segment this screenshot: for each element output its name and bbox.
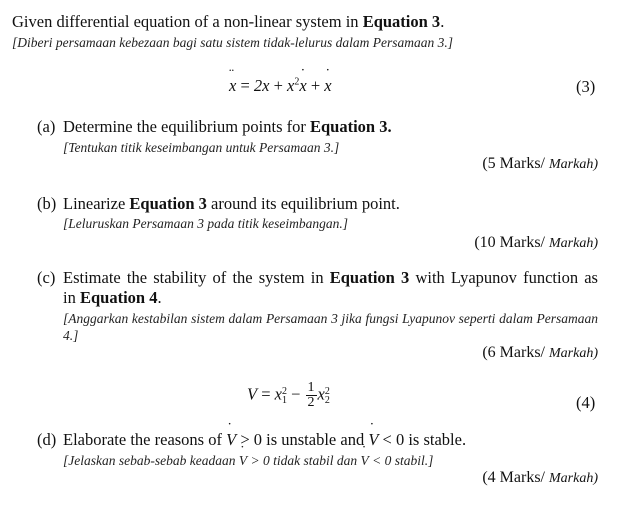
question-d-label: (d)	[37, 430, 57, 449]
intro-text	[12, 12, 444, 32]
question-c-line2-suffix: .	[157, 288, 162, 307]
question-d-ms-vdot-1: V ˙	[239, 453, 247, 469]
intro-translation: [Diberi persamaan kebezaan bagi satu sistem tidak-lelurus dalam Persamaan 3.]	[12, 35, 453, 50]
question-b-marks-en: (10 Marks/	[474, 234, 545, 251]
question-b-label: (b)	[37, 194, 57, 213]
question-b-text	[63, 194, 400, 214]
eq3-exponent: 2	[294, 76, 300, 88]
eq4-x2-exponent: 2	[324, 385, 330, 397]
question-d-ms-c: < 0 stabil.]	[368, 453, 434, 468]
question-d-marks-en: (4 Marks/	[482, 469, 545, 486]
eq3-term-x2: x	[287, 76, 295, 95]
eq4-fraction	[306, 381, 317, 410]
eq4-frac-num: 1	[307, 380, 315, 395]
question-d-vdot-2: V ˙	[368, 430, 378, 450]
question-a-prefix: Determine the equilibrium points for	[63, 117, 310, 136]
eq3-term-xdot: x ˙	[299, 76, 306, 96]
question-a-marks	[482, 155, 598, 173]
question-d-ms-b: > 0 tidak stabil dan	[247, 453, 361, 468]
question-d-marks	[482, 469, 598, 487]
question-b-suffix: around its equilibrium point.	[206, 194, 400, 213]
intro-equation-ref: Equation 3	[362, 12, 441, 31]
intro-prefix: Given differential equation of a non-linear system in	[12, 12, 363, 31]
question-b-equation-ref: Equation 3	[129, 194, 207, 213]
question-a-marks-ms: Markah)	[549, 157, 598, 172]
question-c-prefix: Estimate the stability of the system in	[63, 268, 330, 287]
eq4-lhs: V	[247, 384, 258, 404]
question-b-prefix: Linearize	[63, 194, 130, 213]
question-a-marks-en: (5 Marks/	[482, 155, 545, 172]
eq3-term-2x: 2x	[253, 76, 270, 95]
eq3-lhs: x ¨	[229, 76, 236, 96]
eq4-x1: x	[274, 384, 282, 404]
question-d-translation	[63, 453, 433, 469]
question-d-marks-ms: Markah)	[549, 471, 598, 486]
question-b-marks-ms: Markah)	[549, 236, 598, 251]
question-d-ms-vdot-2: V ˙	[360, 453, 368, 469]
eq4-x1-subscript: 1	[281, 394, 287, 406]
question-c-marks-en: (6 Marks/	[482, 344, 545, 361]
question-b-marks	[474, 234, 598, 252]
intro-suffix: .	[440, 12, 445, 31]
question-c-label: (c)	[37, 268, 56, 287]
question-c-suffix: with Lyapunov function as	[409, 268, 598, 287]
question-c-marks-ms: Markah)	[549, 346, 598, 361]
question-d-text	[63, 430, 466, 450]
eq3-term-xdot2: x ˙	[324, 76, 331, 96]
eq4-x2-subscript: 2	[324, 394, 330, 406]
question-a-equation-ref: Equation 3.	[309, 117, 392, 136]
question-c-line-2	[63, 288, 162, 308]
question-d-vdot-1: V ˙	[226, 430, 236, 450]
question-a-text	[63, 117, 392, 137]
question-b-translation: [Leluruskan Persamaan 3 pada titik keseimbangan.]	[63, 216, 348, 231]
question-c-equation-ref: Equation 3	[329, 268, 410, 287]
equation-3: x ¨ = $2x + x^2x$ ˙ + x ˙	[229, 76, 332, 96]
question-a-label: (a)	[37, 117, 56, 136]
eq4-frac-den: 2	[307, 395, 315, 410]
equation-4-number: (4)	[576, 393, 596, 412]
question-d-part-b: > 0 is unstable and	[236, 430, 369, 449]
question-c-line2-prefix: in	[63, 288, 80, 307]
equation-4: V = x 2 1 − $\frac{1}{2}$ x 2 2	[247, 380, 330, 410]
question-d-part-c: < 0 is stable.	[378, 430, 467, 449]
question-a-translation: [Tentukan titik keseimbangan untuk Persamaan 3.]	[63, 140, 340, 155]
eq4-x1-exponent: 2	[281, 385, 287, 397]
question-c-line-1	[63, 268, 598, 288]
question-d-part-a: Elaborate the reasons of	[63, 430, 227, 449]
question-c-line2-equation-ref: Equation 4	[79, 288, 158, 307]
equation-3-number: (3)	[576, 77, 596, 96]
eq4-x2: x	[317, 384, 325, 404]
question-c-translation: [Anggarkan kestabilan sistem dalam Persamaan 3 jika fungsi Lyapunov seperti dalam Persamaan 4.]	[63, 311, 598, 343]
question-c-marks	[482, 344, 598, 362]
question-d-ms-a: [Jelaskan sebab-sebab keadaan	[63, 453, 239, 468]
